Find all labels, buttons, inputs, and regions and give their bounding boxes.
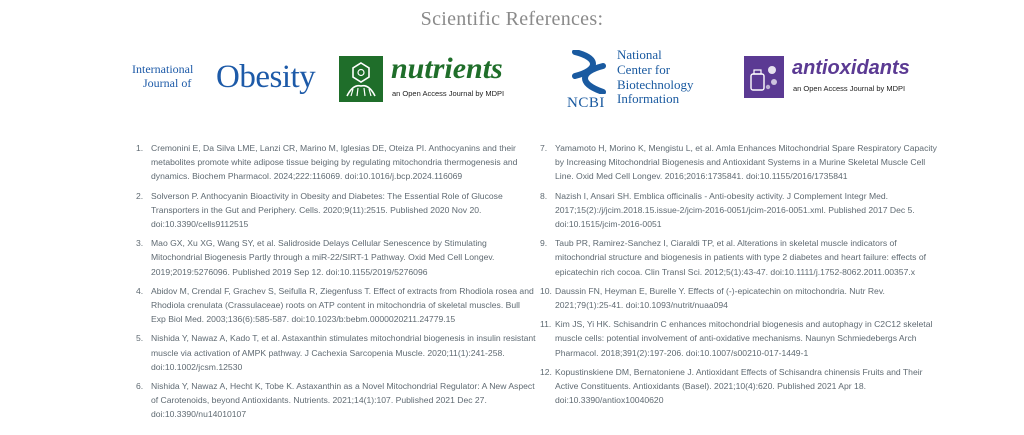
antioxidants-logo-title: antioxidants [792, 57, 910, 79]
page-title: Scientific References: [420, 8, 604, 30]
reference-number: 4. [136, 285, 144, 296]
reference-text: Kim JS, Yi HK. Schisandrin C enhances mitochondrial biogenesis and autophagy in C2C12 skeletal muscle cells: potential involvement of anti-oxidative mechanisms. Naunyn Schmiedebergs Arch Pharmacol. 2018;391(2):197-206. doi:10.1007/s00210-017-1449-1 [555, 319, 933, 358]
reference-item [136, 141, 536, 184]
ncbi-logo-text [617, 48, 694, 107]
reference-text: Abidov M, Crendal F, Grachev S, Seifulla R, Ziegenfuss T. Effect of extracts from Rhodiola rosea and Rhodiola crenulata (Crassulaceae) roots on ATP content in mitochondria of skeletal muscles. Bull Exp Biol Med. 2003;136(6):585-587. doi:10.1023/b:bebm.0000020211.24779.15 [151, 285, 534, 325]
reference-number: 12. [540, 366, 552, 377]
reference-text: Cremonini E, Da Silva LME, Lanzi CR, Marino M, Iglesias DE, Oteiza PI. Anthocyanins and their metabolites promote white adipose tissue beiging by regulating mitochondria thermogenesis and dynamics. Biochem Pharmacol. 2024;222:116069. doi:10.1016/j.bcp.2024.116069 [151, 143, 518, 182]
reference-number: 3. [136, 238, 144, 249]
reference-item [540, 317, 940, 360]
nutrients-emblem-icon [339, 56, 383, 102]
ncbi-helix-icon [569, 50, 609, 94]
reference-number: 1. [136, 143, 144, 153]
reference-text: Nishida Y, Nawaz A, Kado T, et al. Astaxanthin stimulates mitochondrial biogenesis in insulin resistant muscle via activation of AMPK pathway. J Cachexia Sarcopenia Muscle. 2020;11(1):241-258. doi:10.1002/jcsm.12530 [151, 333, 536, 372]
antioxidants-logo-subtitle: an Open Access Journal by MDPI [793, 84, 906, 93]
reference-list-left [136, 141, 536, 427]
ncbi-logo[interactable] [567, 48, 707, 116]
international-journal-of-obesity-logo[interactable] [131, 60, 327, 100]
reference-item [540, 141, 940, 184]
reference-text: Yamamoto H, Morino K, Mengistu L, et al. Amla Enhances Mitochondrial Spare Respiratory Capacity by Increasing Mitochondrial Biogenesis and Antioxidant Systems in a Murine Skeletal Muscle Cell Line. Oxid Med Cell Longev. 2016;2016:1735841. doi:10.1155/2016/1735841 [555, 143, 937, 182]
reference-number: 5. [136, 333, 144, 344]
reference-item [136, 284, 536, 327]
ijo-logo-wordmark: Obesity [216, 59, 316, 95]
ncbi-logo-line: National [617, 47, 662, 62]
reference-item [136, 379, 536, 422]
ncbi-logo-label: NCBI [567, 95, 605, 111]
reference-number: 11. [540, 319, 552, 330]
reference-text: Nishida Y, Nawaz A, Hecht K, Tobe K. Astaxanthin as a Novel Mitochondrial Regulator: A New Aspect of Carotenoids, beyond Antioxidants. Nutrients. 2021;14(1):107. Published 2021 Dec 27. doi:10.3390/nu14010107 [151, 381, 535, 420]
ncbi-logo-line: Center for [617, 61, 671, 77]
reference-text: Taub PR, Ramirez-Sanchez I, Ciaraldi TP, et al. Alterations in skeletal muscle indicators of mitochondrial structure and biogenesis in patients with type 2 diabetes and heart failure: effects of epicatechin rich cocoa. Clin Transl Sci. 2012;5(1):43-47. doi:10.1111/j.1752-8062.2011.00357.x [555, 238, 927, 277]
antioxidants-emblem-icon [744, 56, 784, 98]
reference-item [136, 236, 536, 279]
reference-text: Mao GX, Xu XG, Wang SY, et al. Salidroside Delays Cellular Senescence by Stimulating Mitochondrial Biogenesis Partly through a miR-22/SIRT-1 Pathway. Oxid Med Cell Longev. 2019;2019:5276096. Published 2019 Sep 12. doi:10.1155/2019/5276096 [151, 238, 495, 277]
reference-list-right [540, 141, 940, 412]
nutrients-logo-subtitle: an Open Access Journal by MDPI [392, 89, 505, 98]
logo-row [0, 46, 1024, 116]
reference-text: Nazish I, Ansari SH. Emblica officinalis - Anti-obesity activity. J Complement Integr Med. 2017;15(2):/j/jcim.2018.15.issue-2/jcim-2016-0051/jcim-2016-0051.xml. Published 2017 Dec 5. doi:10.1515/jcim-2016-0051 [555, 190, 915, 230]
reference-text: Kopustinskiene DM, Bernatoniene J. Antioxidant Effects of Schisandra chinensis Fruits and Their Active Constituents. Antioxidants (Basel). 2021;10(4):620. Published 2021 Apr 18. doi:10.3390/antiox10040620 [555, 366, 923, 406]
reference-number: 6. [136, 381, 144, 392]
antioxidants-journal-logo[interactable] [744, 56, 924, 98]
ncbi-logo-line: Information [617, 91, 680, 107]
reference-number: 10. [540, 285, 552, 296]
reference-number: 9. [540, 238, 548, 249]
nutrients-logo-title: nutrients [391, 52, 503, 85]
reference-item [540, 236, 940, 279]
reference-item [540, 189, 940, 232]
reference-item [540, 365, 940, 408]
reference-number: 7. [540, 143, 548, 153]
reference-number: 8. [540, 190, 548, 201]
reference-number: 2. [136, 190, 144, 201]
reference-text: Solverson P. Anthocyanin Bioactivity in Obesity and Diabetes: The Essential Role of Glucose Transporters in the Gut and Periphery. Cells. 2020;9(11):2515. Published 2020 Nov 20. doi:10.3390/cells9112515 [151, 190, 503, 230]
reference-item [136, 331, 536, 374]
reference-text: Daussin FN, Heyman E, Burelle Y. Effects of (-)-epicatechin on mitochondria. Nutr Rev. 2021;79(1):25-41. doi:10.1093/nutrit/nuaa094 [555, 285, 885, 311]
reference-item [136, 189, 536, 232]
ijo-logo-line1: International [132, 62, 194, 76]
nutrients-journal-logo[interactable] [339, 52, 524, 102]
ncbi-logo-line: Biotechnology [617, 76, 694, 92]
reference-item [540, 284, 940, 312]
ijo-logo-line2: Journal of [143, 76, 192, 90]
